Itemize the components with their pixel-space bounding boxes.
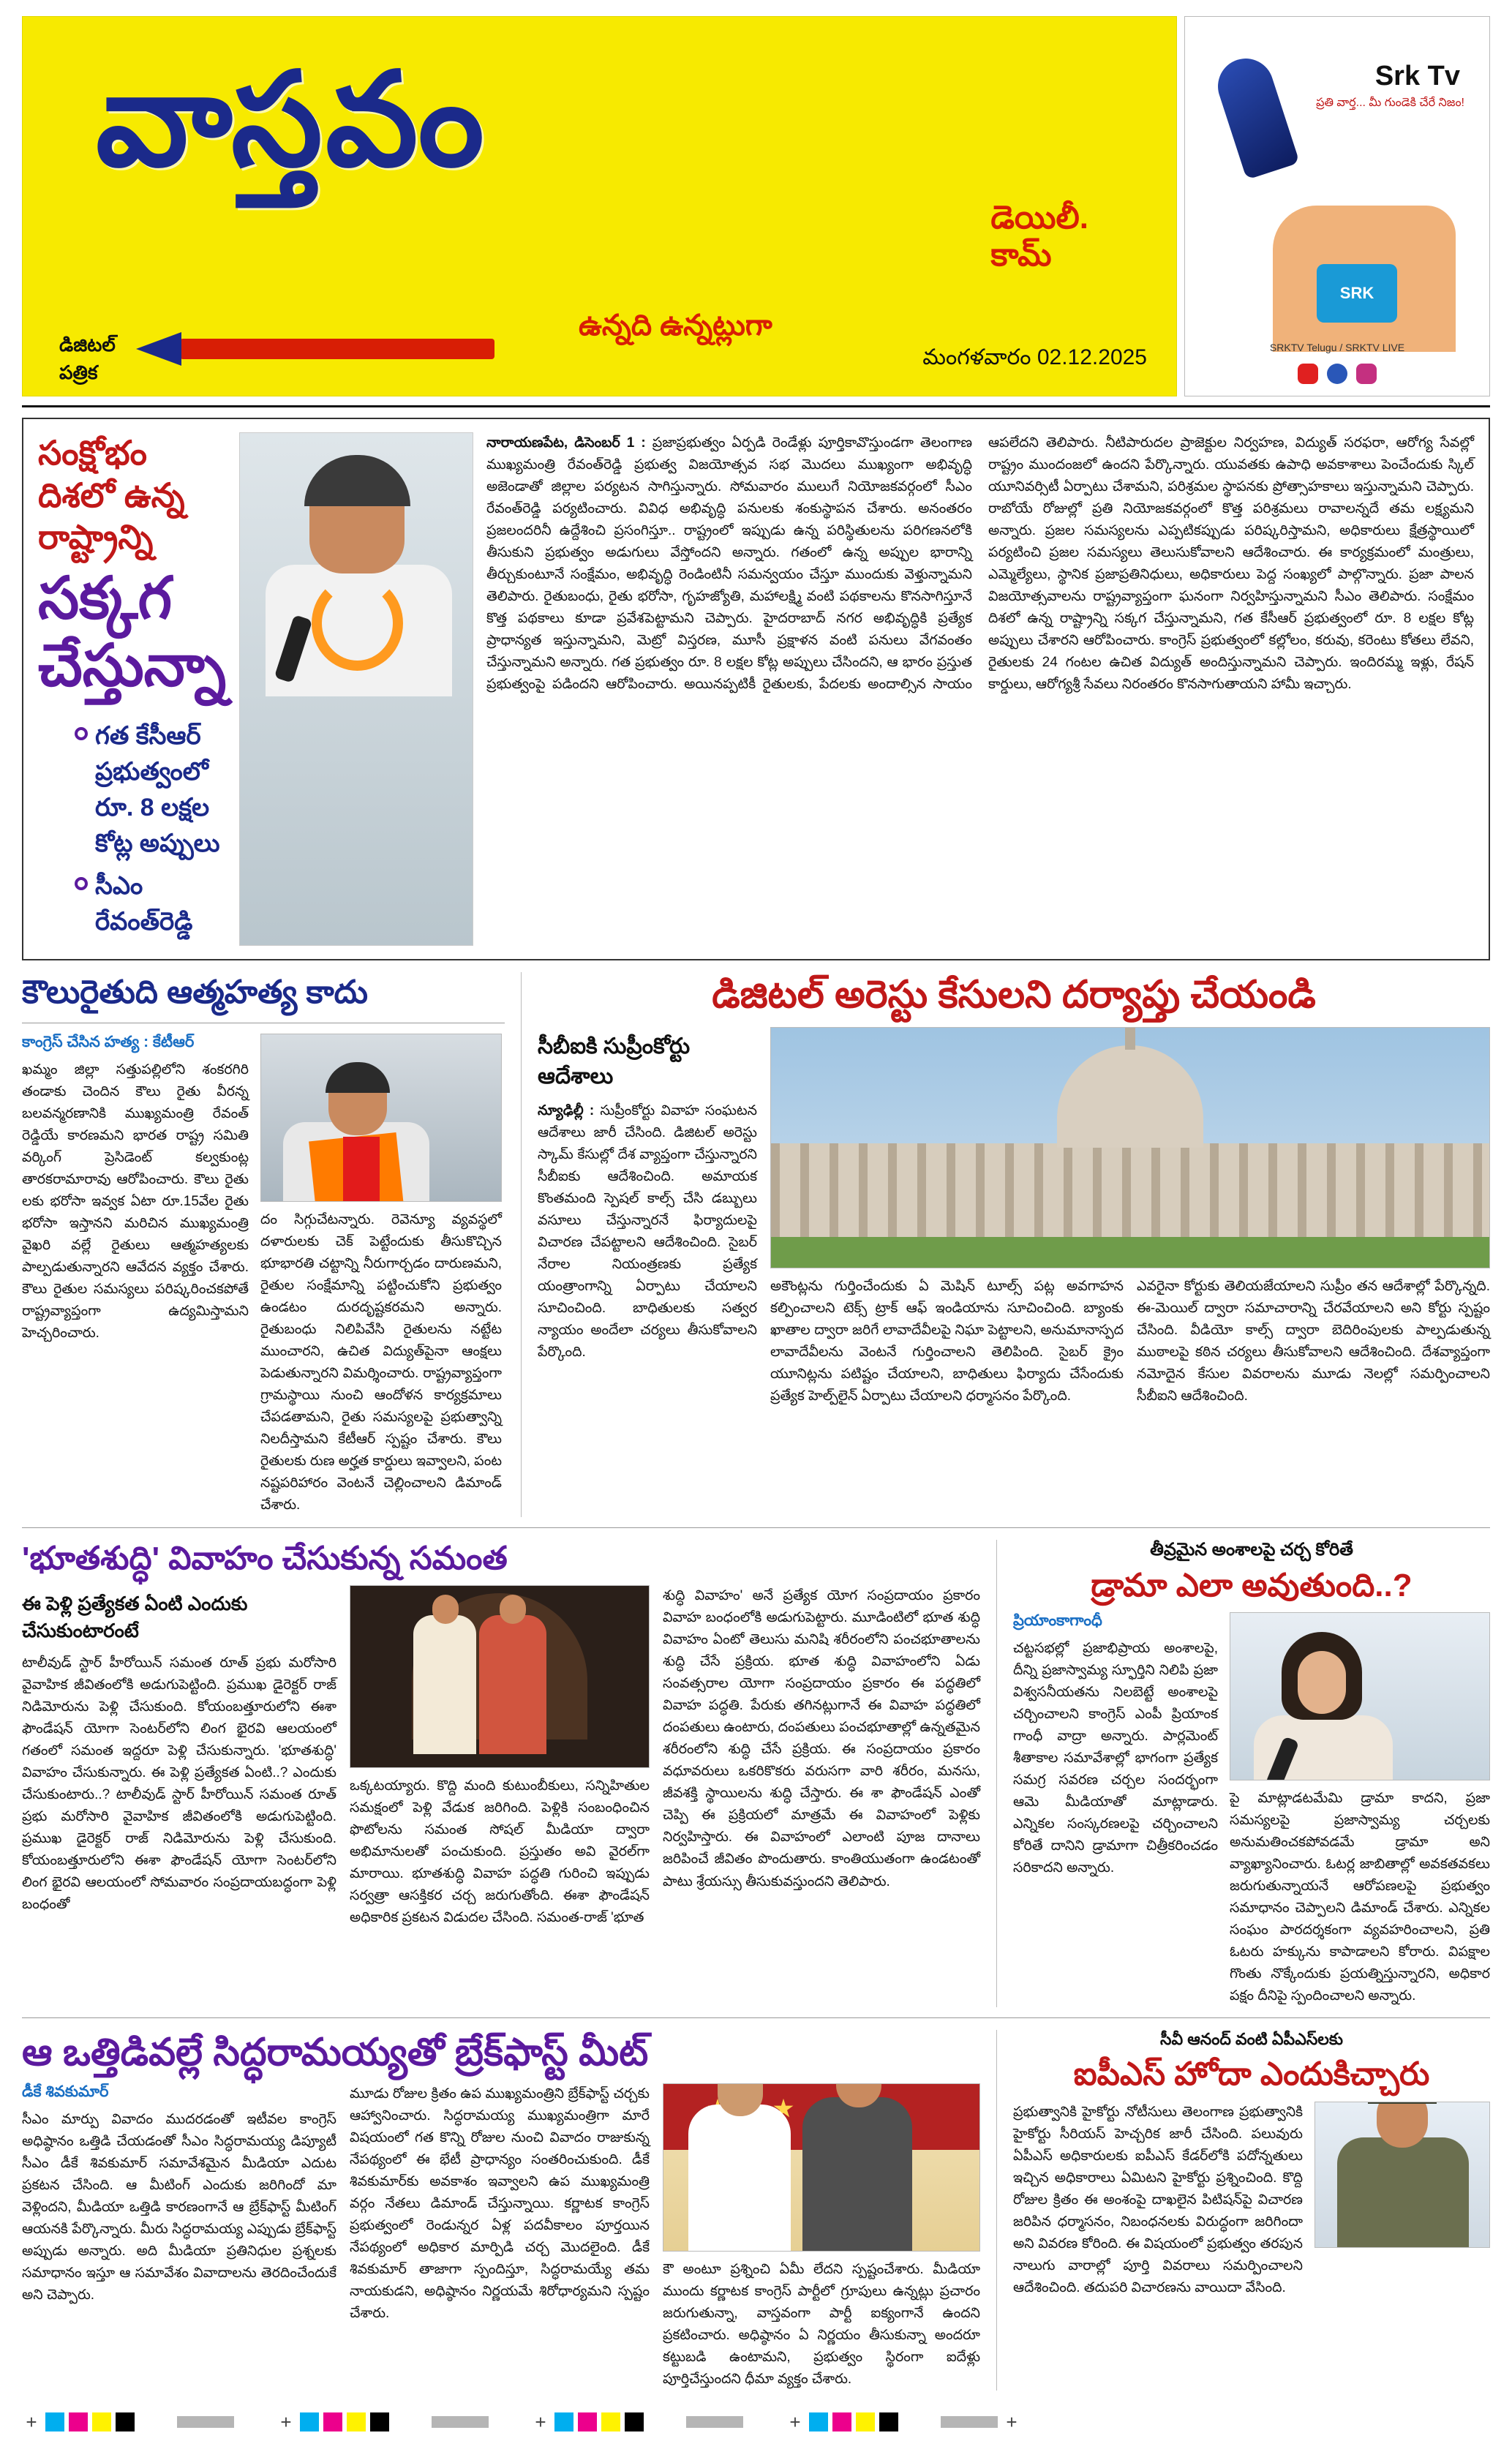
samantha-body-col1: టాలీవుడ్ స్టార్ హీరోయిన్ సమంత రూత్ ప్రభు మరోసారి వైవాహిక జీవితంలోకి అడుగుపెట్టింది. ప్రముఖ డైరెక్టర్ రాజ్ నిడిమోరును పెళ్లి చేసుకుంది. కోయంబత్తూరులోని ఈశా ఫౌండేషన్ యోగా సెంటర్‌లోని లింగ భైరవి ఆలయంలో గతంలో సమంత ఇద్దరూ పెళ్లి చేసుకున్నారు. 'భూతశుద్ధి' వివాహం చేసుకున్నారు. ఈ పెళ్లి ప్రత్యేకత ఏంటి..? ఎందుకు చేసుకుంటారు..? టాలీవుడ్ స్టార్ హీరోయిన్ సమంత రూత్ ప్రభు మరోసారి వైవాహిక జీవితంలోకి అడుగుపెట్టింది. ప్రముఖ డైరెక్టర్ రాజ్ నిడిమోరును పెళ్లి చేసుకుంది. కోయంబత్తూరులోని ఈశా ఫౌండేషన్ యోగా సెంటర్‌లోని లింగ భైరవి ఆలయంలో సోమవారం సంప్రదాయబద్ధంగా పెళ్లి బంధంతో (22, 1655, 336, 1913)
youtube-icon[interactable] (1298, 364, 1318, 384)
lead-bullet-list (38, 718, 226, 941)
color-swatch-black (370, 2412, 389, 2431)
ad-social-icons (1185, 364, 1489, 384)
section-divider-3 (22, 2017, 1490, 2018)
color-swatch-yellow (601, 2412, 620, 2431)
column-divider (996, 1540, 997, 2008)
color-swatch-black (879, 2412, 898, 2431)
lead-headline-primary: సంక్షోభం దిశలో ఉన్న రాష్ట్రాన్ని (38, 434, 185, 556)
masthead-digital-label (59, 331, 116, 386)
color-swatch-black (116, 2412, 135, 2431)
photo-bride (479, 1615, 546, 1754)
section-three (22, 1540, 1490, 2008)
color-swatch-yellow (856, 2412, 875, 2431)
ktr-kicker: కాంగ్రెస్ చేసిన హత్య : కేటీఆర్ (22, 1034, 195, 1051)
color-swatch-magenta (832, 2412, 851, 2431)
photo-bride-head (500, 1595, 526, 1624)
photo-groom-head (432, 1595, 459, 1624)
photo-cap (1368, 2102, 1437, 2104)
lead-photo-revanth-reddy (239, 432, 473, 946)
gray-bar (941, 2416, 998, 2428)
digital-arrest-body-col2: అకౌంట్లను గుర్తించేందుకు ఏ మెషిన్ టూల్స్ పట్ల అవగాహన కల్పించాలని టెక్స్ ట్రాక్ ఆఫ్ ఇండియాను సూచించింది. బ్యాంకు ఖాతాల ద్వారా జరిగే లావాదేవీలపై నిఘా పెట్టాలని, అనుమానాస్పద లావాదేవీలను వెంటనే గుర్తించాలని తెలిపింది. సైబర్ క్రైం యూనిట్లను పటిష్టం చేయాలని, బాధితులు ఫిర్యాదు చేసేందుకు ప్రత్యేక హెల్ప్‌లైన్ ఏర్పాటు చేయాలని ధర్మాసనం పేర్కొంది. (770, 1278, 1124, 1404)
lead-dateline: నారాయణపేట, డిసెంబర్ 1 : (486, 435, 646, 451)
digital-arrest-subhead: సీబీఐకి సుప్రీంకోర్టు ఆదేశాలు (538, 1034, 691, 1088)
ad-brand-tagline: ప్రతి వార్త... మీ గుండెకి చేరే నిజం! (1316, 97, 1464, 109)
ips-officer-photo (1314, 2102, 1490, 2248)
priyanka-body-col2: పై మాట్లాడటమేమి డ్రామా కాదని, ప్రజా సమస్యలపై ప్రజాస్వామ్య చర్చలకు అనుమతించకపోవడమే డ్రామా అని వ్యాఖ్యానించారు. ఓటర్ల జాబితాల్లో అవకతవకలు జరుగుతున్నాయనే ఆరోపణలపై ప్రభుత్వం సమాధానం చెప్పాలని డిమాండ్ చేశారు. ఎన్నికల సంఘం పారదర్శకంగా వ్యవహరించాలని, ప్రతి ఓటరు హక్కును కాపాడాలని కోరారు. విపక్షాల గొంతు నొక్కేందుకు ప్రయత్నిస్తున్నారని, అధికార పక్షం దీనిపై స్పందించాలని అన్నారు. (1230, 1791, 1490, 2004)
priyanka-headline: డ్రామా ఎలా అవుతుంది..? (1091, 1567, 1413, 1603)
priyanka-photo (1230, 1612, 1490, 1780)
ips-eyebrow: సీవీ ఆనంద్ వంటి ఏపీఎస్‌లకు (1160, 2030, 1343, 2049)
story-samantha (22, 1540, 980, 2008)
siddaramaiah-kicker: డీకే శివకుమార్ (22, 2083, 109, 2100)
color-swatch-cyan (300, 2412, 319, 2431)
siddaramaiah-body-col1: సీఎం మార్పు వివాదం ముదరడంతో ఇటీవల కాంగ్రెస్ అధిష్ఠానం ఒత్తిడి చేయడంతో సీఎం సిద్ధరామయ్య డిప్యూటీ సీఎం డీకే శివకుమార్ సమావేశమైన మీడియా ఎదుట ప్రకటన చేసింది. ఆ మీటింగ్ ఎందుకు జరిగిందో మా వెళ్లిందని, మీడియా ఒత్తిడి కారణంగానే ఆ బ్రేక్‌ఫాస్ట్ మీటింగ్ ఆయనకి పేర్కొన్నారు. మీరు సిద్ధరామయ్య ఎప్పుడు బ్రేక్‌ఫాస్ట్ అప్పుడు అన్నారు. అది మీడియా ప్రతినిధుల ప్రశ్నలకు సమాధానం ఇస్తూ ఆ సమావేశం వివాదాలను తెరదించేందుకే అని చెప్పారు. (22, 2111, 336, 2303)
digital-arrest-headline: డిజిటల్ అరెస్టు కేసులని దర్యాప్తు చేయండి (712, 974, 1316, 1017)
ktr-headline: కౌలురైతుది ఆత్మహత్య కాదు (22, 974, 368, 1011)
story-ktr (22, 972, 505, 1516)
column-divider (996, 2030, 997, 2390)
photo-face (1298, 1651, 1346, 1714)
photo-groom (413, 1615, 476, 1754)
lead-body-block (486, 432, 1474, 946)
gray-bar (177, 2416, 234, 2428)
lead-body-text (486, 432, 1474, 696)
lead-headline-secondary: సక్కగ చేస్తున్నా (38, 565, 227, 698)
samantha-wedding-photo (350, 1585, 650, 1768)
publication-date: మంగళవారం 02.12.2025 (922, 345, 1147, 369)
masthead-banner (22, 16, 1177, 396)
registration-mark-icon: + (535, 2410, 546, 2433)
photo-person-2 (802, 2097, 912, 2251)
photo-hair-shape (326, 1062, 390, 1093)
lead-headline-block (38, 432, 226, 946)
bullet-dot-icon (75, 877, 88, 890)
color-swatch-magenta (323, 2412, 342, 2431)
story-siddaramaiah (22, 2030, 980, 2390)
siddaramaiah-dk-photo (663, 2083, 980, 2252)
color-swatch-yellow (347, 2412, 366, 2431)
registration-mark-icon: + (280, 2410, 292, 2433)
samantha-body-col3: శుద్ధి వివాహం' అనే ప్రత్యేక యోగ సంప్రదాయం ప్రకారం వివాహ బంధంలోకి అడుగుపెట్టారు. మూడింటిలో భూత శుద్ధి వివాహం ఏంటో తెలుసు మనిషి శరీరంలోని పంచభూతాలను శుద్ధి చేసే ప్రక్రియ. భూత శుద్ధి వివాహంలోని ఏడు సంవత్సరాల యోగా సంప్రదాయం ప్రకారం ఈ పద్ధతిలో వివాహ పద్ధతి. పేరుకు తగినట్లుగానే ఈ వివాహ పద్ధతిలో దంపతులు ఉంటారు, దంపతులు పంచభూతాల్లో ఉన్నతమైన శరీరంలోని శుద్ధి చేసే ప్రక్రియ. ఈ సంప్రదాయం ప్రకారం వధూవరులు ఒకరికొకరు వరుసగా వారి శరీరం, మనసు, జీవశక్తి స్థాయిలను శుద్ధి చేస్తారు. ఈ శా ఫౌండేషన్ ఎంతో చెప్పి ఈ ప్రక్రియలో మాత్రమే ఈ వివాహంలో పెళ్లికు నిర్వహిస్తారు. ఈ వివాహంలో ఎలాంటి పూజ దానాలు జరిపించే జీవితం పొందుతారు. కాంతియుతంగా ఉండటంతో పాటు శ్రేయస్సు తీసుకువస్తుందని తెలిపారు. (663, 1588, 980, 1889)
color-swatch-black (625, 2412, 644, 2431)
ad-footer-text: SRKTV Telugu / SRKTV LIVE (1269, 342, 1405, 353)
lead-story (22, 418, 1490, 960)
registration-mark-icon: + (1006, 2410, 1018, 2433)
gray-bar (686, 2416, 743, 2428)
story-priyanka (1013, 1540, 1490, 2008)
advertisement-srk-tv[interactable] (1184, 16, 1490, 396)
digital-arrest-dateline: న్యూఢిల్లీ : (538, 1102, 595, 1118)
digital-line2: పత్రిక (59, 361, 98, 383)
photo-person-1 (688, 2105, 791, 2251)
registration-mark-icon: + (789, 2410, 801, 2433)
priyanka-eyebrow: తీవ్రమైన అంశాలపై చర్చ కోరితే (1150, 1539, 1353, 1560)
samantha-subhead: ఈ పెళ్లి ప్రత్యేకత ఏంటి ఎందుకు చేసుకుంటారంటే (22, 1592, 248, 1642)
photo-hair-shape (304, 455, 410, 506)
priyanka-body-col1: చట్టసభల్లో ప్రజాభిప్రాయ అంశాలపై, దీన్ని ప్రజాస్వామ్య స్ఫూర్తిని నిలిపి ప్రజా విశ్వసనీయతను నిలబెట్టే అంశాలపై చర్చించాలని కాంగ్రెస్ ఎంపీ ప్రియాంక గాంధీ వాద్రా అన్నారు. పార్లమెంట్ శీతాకాల సమావేశాల్లో భాగంగా ప్రత్యేక సమగ్ర సవరణ చర్చల సందర్భంగా ఆమె మీడియాతో మాట్లాడారు. ఎన్నికల సంస్కరణలపై చర్చించాలని కోరితే దానిని డ్రామాగా చిత్రీకరించడం సరికాదని అన్నారు. (1013, 1641, 1218, 1876)
section-four (22, 2030, 1490, 2390)
color-swatch-cyan (45, 2412, 64, 2431)
color-swatch-magenta (69, 2412, 88, 2431)
samantha-body-col2: ఒక్కటయ్యారు. కొద్ది మంది కుటుంబీకులు, సన్నిహితుల సమక్షంలో పెళ్లి వేడుక జరిగింది. పెళ్లికి సంబంధించిన ఫొటోలను సమంత సోషల్ మీడియా ద్వారా అభిమానులతో పంచుకుంది. ప్రస్తుతం అవి వైరల్‌గా మారాయి. భూతశుద్ధి వివాహ పద్ధతి గురించి ఇప్పుడు సర్వత్రా ఆసక్తికర చర్చ జరుగుతోంది. ఈశా ఫౌండేషన్ అధికారిక ప్రకటన విడుదల చేసింది. సమంత-రాజ్ 'భూత (350, 1778, 650, 1926)
story-ips (1013, 2030, 1490, 2390)
ktr-body-col2: దం సిగ్గుచేటన్నారు. రెవెన్యూ వ్యవస్థలో దళారులకు చెక్ పెట్టేందుకు తీసుకొచ్చిన భూభారతి చట్టాన్ని నీరుగార్చడం దారుణమని, రైతుల సంక్షేమాన్ని పట్టించుకోని ప్రభుత్వం ఉండటం దురదృష్టకరమని అన్నారు. రైతుబంధు నిలిపివేసి రైతులను నట్టేట ముంచారని, ఉచిత విద్యుత్‌పైనా ఆంక్షలు పెడుతున్నారని విమర్శించారు. రాష్ట్రవ్యాప్తంగా గ్రామస్థాయి నుంచి ఆందోళన కార్యక్రమాలు చేపడతామని, రైతు సమస్యలపై ప్రభుత్వాన్ని నిలదీస్తామని కేటీఆర్ స్పష్టం చేశారు. కౌలు రైతులకు రుణ అర్హత కార్డులు ఇవ్వాలని, పంట నష్టపరిహారం వెంటనే చెల్లించాలని డిమాండ్ చేశారు. (260, 1212, 502, 1513)
siddaramaiah-body-col2: మూడు రోజుల క్రితం ఉప ముఖ్యమంత్రిని బ్రేక్‌ఫాస్ట్ చర్చకు ఆహ్వానించారు. సిద్ధరామయ్య ముఖ్యమంత్రిగా మారే విషయంలో గత కొన్ని రోజుల నుంచి వివాదం రాజుకున్న నేపథ్యంలో ఈ భేటీ ప్రాధాన్యం సంతరించుకుంది. డీకే శివకుమార్‌కు అవకాశం ఇవ్వాలని ఉప ముఖ్యమంత్రి వర్గం నేతలు డిమాండ్ చేస్తున్నాయి. కర్ణాటక కాంగ్రెస్ ప్రభుత్వంలో రెండున్నర ఏళ్ల పదవీకాలం పూర్తయిన నేపథ్యంలో అధికార మార్పిడి చర్చ మొదలైంది. డీకే శివకుమార్ తాజాగా స్పందిస్తూ, సిద్ధరామయ్యే తమ నాయకుడని, అధిష్ఠానం నిర్ణయమే శిరోధార్యమని స్పష్టం చేశారు. (350, 2085, 650, 2321)
pen-nib-icon (180, 339, 494, 359)
color-swatch-cyan (809, 2412, 828, 2431)
color-swatch-cyan (554, 2412, 573, 2431)
ips-headline: ఐపీఎస్ హోదా ఎందుకిచ్చారు (1073, 2056, 1430, 2093)
photo-garland-shape (312, 576, 403, 671)
microphone-icon (1211, 51, 1300, 180)
siddaramaiah-body-col3: కౌ అంటూ ప్రశ్నించి ఏమీ లేదని స్పష్టంచేశారు. మీడియా ముందు కర్ణాటక కాంగ్రెస్ పార్టీలో గ్రూపులు ఉన్నట్లు ప్రచారం జరుగుతున్నా, వాస్తవంగా పార్టీ ఐక్యంగానే ఉందని ప్రకటించారు. అధిష్ఠానం ఏ నిర్ణయం తీసుకున్నా అందరూ కట్టుబడి ఉంటామని, ప్రభుత్వం స్థిరంగా ఐదేళ్లు పూర్తిచేస్తుందని ధీమా వ్యక్తం చేశారు. (663, 2261, 980, 2387)
photo-columns (771, 1143, 1489, 1238)
ktr-body-col1: ఖమ్మం జిల్లా సత్తుపల్లిలోని శంకరగిరి తండాకు చెందిన కౌలు రైతు వీరన్న బలవన్మరణానికి ముఖ్యమంత్రి రేవంత్ రెడ్డియే కారణమని భారత రాష్ట్ర సమితి వర్కింగ్ ప్రెసిడెంట్ కల్వకుంట్ల తారకరామారావు ఆరోపించారు. కౌలు రైతు లకు భరోసా ఇవ్వక ఏటా రూ.15వేల రైతు భరోసా ఇస్తానని మరిచిన ముఖ్యమంత్రి వైఖరి వల్లే రైతులు ఆత్మహత్యలకు పాల్పడుతున్నారని ఆవేదన వ్యక్తం చేశారు. కౌలు రైతుల సమస్యలు పరిష్కరించకపోతే రాష్ట్రవ్యాప్తంగా ఉద్యమిస్తామని హెచ్చరించారు. (22, 1062, 249, 1342)
digital-arrest-col1-copy: సుప్రీంకోర్టు వివాహ సంఘటన ఆదేశాలు జారీ చేసింది. డిజిటల్ అరెస్టు స్కామ్ కేసుల్లో దేశ వ్యాప్తంగా చేస్తున్నారని సీబీఐకు ఆదేశించింది. అమాయక కొంతమంది స్పెషల్ కాల్స్ చేసి డబ్బులు వసూలు చేస్తున్నారనే ఫిర్యాదులపై విచారణ చేపట్టాలని ఆదేశించింది. సైబర్ నేరాల నియంత్రణకు ప్రత్యేక యంత్రాంగాన్ని ఏర్పాటు చేయాలని సూచించింది. బాధితులకు సత్వర న్యాయం అందేలా చర్యలు తీసుకోవాలని పేర్కొంది. (538, 1102, 758, 1360)
siddaramaiah-headline: ఆ ఒత్తిడివల్లే సిద్ధరామయ్యతో బ్రేక్‌ఫాస్ట్ మీట్ (22, 2031, 649, 2075)
digital-arrest-body-col3: ఎవరైనా కోర్టుకు తెలియజేయాలని సుప్రీం తన ఆదేశాల్లో పేర్కొన్నది. ఈ-మెయిల్ ద్వారా సమాచారాన్ని చేరవేయాలని అని కోర్టు స్పష్టం చేసింది. వీడియో కాల్స్ ద్వారా బెదిరింపులకు పాల్పడుతున్న ముఠాలపై కఠిన చర్యలు తీసుకోవాలని ఆదేశించింది. దేశవ్యాప్తంగా నమోదైన కేసుల వివరాలను మూడు నెలల్లో సమర్పించాలని సీబీఐని ఆదేశించింది. (1137, 1278, 1490, 1404)
supreme-court-photo (770, 1027, 1490, 1268)
lead-bullet-text: గత కేసీఆర్ ప్రభుత్వంలో రూ. 8 లక్షల కోట్ల అప్పులు (95, 721, 220, 858)
masthead-tagline: ఉన్నది ఉన్నట్లుగా (579, 309, 772, 342)
lead-bullet-text: సీఎం రేవంత్‌రెడ్డి (95, 871, 193, 936)
newspaper-title: వాస్తవం (96, 47, 487, 192)
masthead-dotcom (990, 200, 1088, 274)
lead-bullet-item (38, 718, 226, 862)
section-two (22, 972, 1490, 1516)
masthead (22, 16, 1490, 396)
digital-arrest-body-col1 (538, 1100, 757, 1364)
photo-uniform (1337, 2137, 1469, 2247)
dotcom-line1: డెయిలీ. (990, 200, 1088, 236)
photo-lawn (771, 1237, 1489, 1268)
lead-body-copy: ప్రజాప్రభుత్వం ఏర్పడి రెండేళ్లు పూర్తికావొస్తుండగా తెలంగాణ ముఖ్యమంత్రి రేవంత్‌రెడ్డి ప్రభుత్వ విజయోత్సవ సభ మొదలు ముఖ్యంగా అభివృద్ధి అజెండాతో జిల్లాల పర్యటన సాగిస్తున్నారు. సోమవారం ములుగే నియోజకవర్గంలో సీఎం రేవంత్‌రెడ్డి పర్యటించారు. వివిధ అభివృద్ధి పనులకు శంకుస్థాపన చేశారు. అనంతరం ప్రజలందరినీ ఉద్దేశించి ప్రసంగిస్తూ.. రాష్ట్రంలో ఇప్పుడు ఉన్న పరిస్థితులను పరిగణనలోకి తీసుకుని ప్రభుత్వం అడుగులు వేస్తోందని అన్నారు. గతంలో ఉన్న అప్పుల భారాన్ని తీర్చుకుంటూనే సంక్షేమం, అభివృద్ధి రెండింటినీ సమన్వయం చేస్తూ ముందుకు వెళ్తున్నామని తెలిపారు. రైతుబంధు, రైతు భరోసా, గృహజ్యోతి, మహాలక్ష్మి వంటి పథకాలను కొనసాగిస్తూనే కొత్త పథకాలు కూడా ప్రవేశపెట్టామని చెప్పారు. హైదరాబాద్ నగర అభివృద్ధికి ప్రత్యేక ప్రాధాన్యత ఇస్తున్నామని, మెట్రో విస్తరణ, మూసీ ప్రక్షాళన వంటి పనులు వేగవంతం చేస్తున్నామని అన్నారు. గత ప్రభుత్వం రూ. 8 లక్షల కోట్ల అప్పులు చేసిందని, ఆ భారం ప్రస్తుత ప్రభుత్వంపై పడిందని ఆరోపించారు. అయినప్పటికీ రైతులకు, పేదలకు అందాల్సిన సాయం ఆపలేదని తెలిపారు. నీటిపారుదల ప్రాజెక్టుల నిర్వహణ, విద్యుత్ సరఫరా, ఆరోగ్య సేవల్లో రాష్ట్రం ముందంజలో ఉందని పేర్కొన్నారు. యువతకు ఉపాధి అవకాశాలు పెంచేందుకు స్కిల్ యూనివర్సిటీ ఏర్పాటు చేశామని, పరిశ్రమల స్థాపనకు ప్రోత్సాహకాలు ఇస్తున్నామని చెప్పారు. రాబోయే రోజుల్లో ప్రతి నియోజకవర్గంలో కొత్త పరిశ్రమలు రావాలన్నదే తమ లక్ష్యమని అన్నారు. ప్రజల సమస్యలను ఎప్పటికప్పుడు పరిష్కరిస్తామని, అధికారులు క్షేత్రస్థాయిలో పర్యటించి ప్రజల సమస్యలు తెలుసుకోవాలని ఆదేశించారు. ఈ కార్యక్రమంలో మంత్రులు, ఎమ్మెల్యేలు, స్థానిక ప్రజాప్రతినిధులు, అధికారులు పెద్ద సంఖ్యలో పాల్గొన్నారు. ప్రజా పాలన విజయోత్సవాలను రాష్ట్రవ్యాప్తంగా ఘనంగా నిర్వహిస్తున్నామని సీఎం తెలిపారు. సంక్షేమం దిశలో ఉన్న రాష్ట్రాన్ని సక్కగ చేస్తున్నామని, గత కేసీఆర్ ప్రభుత్వంలో రూ. 8 లక్షల కోట్ల అప్పులు చేశారని ఆరోపించారు. కాంగ్రెస్ ప్రభుత్వంలో కల్లోలం, కరువు, కరెంటు కోతలు లేవని, రైతులకు 24 గంటల ఉచిత విద్యుత్ అందిస్తున్నామని చెప్పారు. ఇందిరమ్మ ఇళ్లు, రేషన్ కార్డులు, ఆరోగ్యశ్రీ సేవలు నిరంతరం కొనసాగుతాయని హామీ ఇచ్చారు. (486, 435, 1474, 693)
section-divider-2 (22, 1527, 1490, 1528)
registration-mark-icon: + (26, 2410, 37, 2433)
lead-bullet-item (38, 868, 226, 941)
column-divider (521, 972, 522, 1516)
ktr-photo (260, 1034, 502, 1202)
bullet-dot-icon (75, 727, 88, 740)
phone-logo: SRK (1317, 264, 1397, 323)
masthead-divider (22, 405, 1490, 407)
print-color-calibration-bar (22, 2404, 1490, 2434)
dotcom-line2: కామ్ (990, 236, 1052, 273)
story-digital-arrest (538, 972, 1490, 1516)
samantha-headline: 'భూతశుద్ధి' వివాహం చేసుకున్న సమంత (22, 1540, 508, 1576)
color-swatch-yellow (92, 2412, 111, 2431)
digital-line1: డిజిటల్ (59, 334, 116, 356)
photo-scarf-shape-2 (343, 1137, 380, 1202)
facebook-icon[interactable] (1327, 364, 1347, 384)
instagram-icon[interactable] (1356, 364, 1377, 384)
priyanka-kicker: ప్రియాంకాగాంధీ (1013, 1612, 1102, 1630)
color-swatch-magenta (578, 2412, 597, 2431)
gray-bar (432, 2416, 489, 2428)
ad-brand-name: Srk Tv (1374, 61, 1460, 91)
ips-body: ప్రభుత్వానికి హైకోర్టు నోటీసులు తెలంగాణ ప్రభుత్వానికి హైకోర్టు సీరియస్ హెచ్చరిక జారీ చేసింది. పలువురు ఏపీఎస్ అధికారులకు ఐపీఎస్ కేడర్‌లోకి పదోన్నతులు ఇచ్చిన అధికారాలు ఏమిటని హైకోర్టు ప్రశ్నించింది. కొద్ది రోజుల క్రితం ఈ అంశంపై దాఖలైన పిటిషన్‌పై విచారణ జరిపిన ధర్మాసనం, నిబంధనలకు విరుద్ధంగా జరిగిందా అని వివరణ కోరింది. ఈ విషయంలో ప్రభుత్వం తరపున నాలుగు వారాల్లో పూర్తి వివరాలు సమర్పించాలని ఆదేశించింది. తదుపరి విచారణను వాయిదా వేసింది. (1013, 2105, 1303, 2296)
